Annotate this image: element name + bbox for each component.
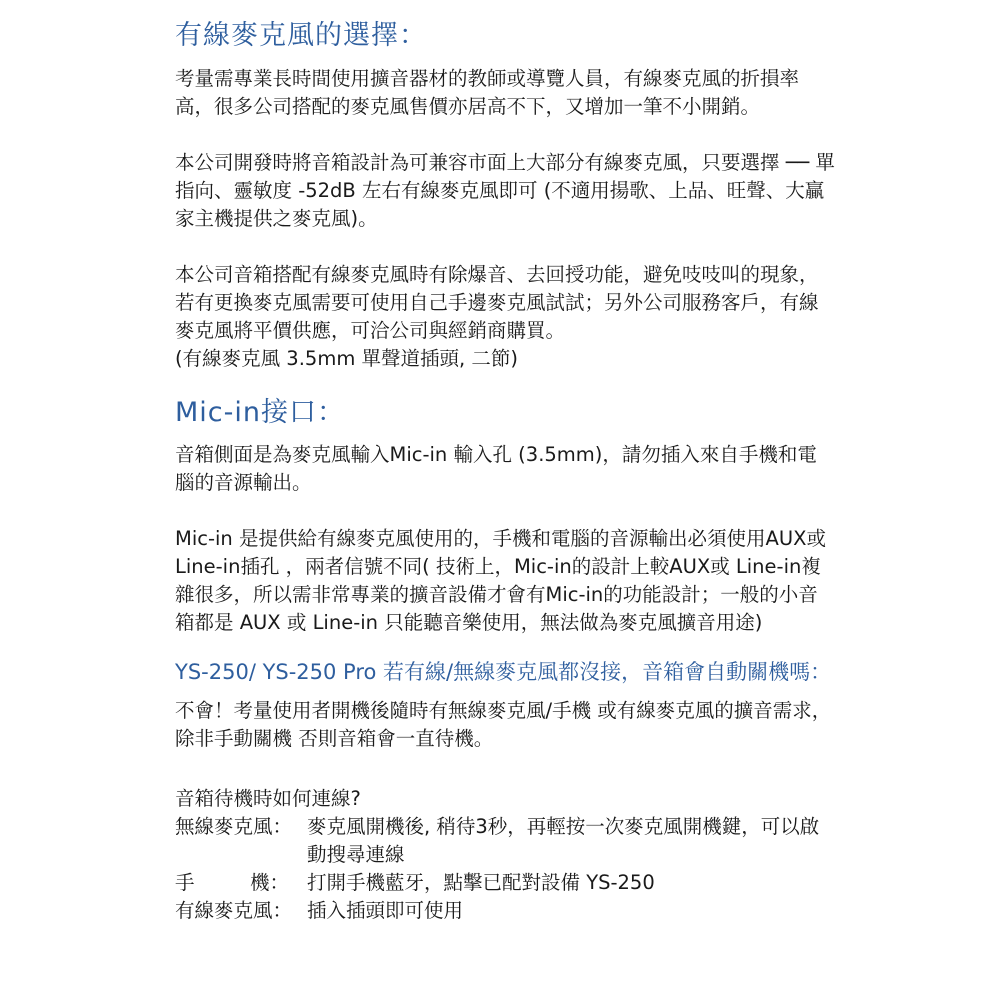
connection-label-left: 手 xyxy=(175,871,195,894)
connection-text: 插入插頭即可使用 xyxy=(307,899,464,922)
mic-in-paragraph-2: Mic-in 是提供給有線麥克風使用的，手機和電腦的音源輸出必須使用AUX或 Line-in插孔 ，兩者信號不同( 技術上，Mic-in的設計上較AUX或 Line-in複雜很多，所以需非常專業的擴音設備才會有Mic-in的功能設計；一般的小音箱都是 AUX 或 Line-in 只能聽音樂使用，無法做為麥克風擴音用途) xyxy=(175,527,826,634)
document-page xyxy=(175,14,835,925)
connection-label xyxy=(175,869,307,897)
connection-row-wired-mic xyxy=(175,897,835,925)
wired-mic-paragraph-1: 考量需專業長時間使用擴音器材的教師或導覽人員，有線麥克風的折損率高，很多公司搭配的麥克風售價亦居高不下，又增加一筆不小開銷。 xyxy=(175,67,800,118)
auto-off-paragraph: 不會！考量使用者開機後隨時有無線麥克風/手機 或有線麥克風的擴音需求，除非手動關機 否則音箱會一直待機。 xyxy=(175,699,832,750)
mic-in-title: Mic-in接口： xyxy=(175,397,345,428)
connection-text: 麥克風開機後, 稍待3秒，再輕按一次麥克風開機鍵，可以啟動搜尋連線 xyxy=(307,815,820,866)
connection-label: 無線麥克風： xyxy=(175,815,293,838)
auto-off-title: YS-250/ YS-250 Pro 若有線/無線麥克風都沒接，音箱會自動關機嗎： xyxy=(175,660,832,684)
connection-text: 打開手機藍牙，點擊已配對設備 YS-250 xyxy=(307,871,655,894)
wired-mic-plug-note: (有線麥克風 3.5mm 單聲道插頭, 二節) xyxy=(175,347,519,370)
connection-label-right: 機： xyxy=(249,871,289,894)
wired-mic-paragraph-2: 本公司開發時將音箱設計為可兼容市面上大部分有線麥克風，只要選擇 ── 單指向、靈敏度 -52dB 左右有線麥克風即可 (不適用揚歌、上品、旺聲、大贏家主機提供之麥克風)。 xyxy=(175,151,835,230)
connection-row-phone xyxy=(175,869,835,897)
connection-heading: 音箱待機時如何連線? xyxy=(175,787,361,810)
connection-row-wireless-mic xyxy=(175,813,835,869)
connection-label: 有線麥克風： xyxy=(175,899,293,922)
mic-in-paragraph-1: 音箱側面是為麥克風輸入Mic-in 輸入孔 (3.5mm)，請勿插入來自手機和電腦的音源輸出。 xyxy=(175,443,817,494)
wired-mic-title: 有線麥克風的選擇： xyxy=(175,20,427,51)
wired-mic-paragraph-3: 本公司音箱搭配有線麥克風時有除爆音、去回授功能，避免吱吱叫的現象，若有更換麥克風需要可使用自己手邊麥克風試試；另外公司服務客戶，有線麥克風將平價供應，可洽公司與經銷商購買。 xyxy=(175,263,819,342)
